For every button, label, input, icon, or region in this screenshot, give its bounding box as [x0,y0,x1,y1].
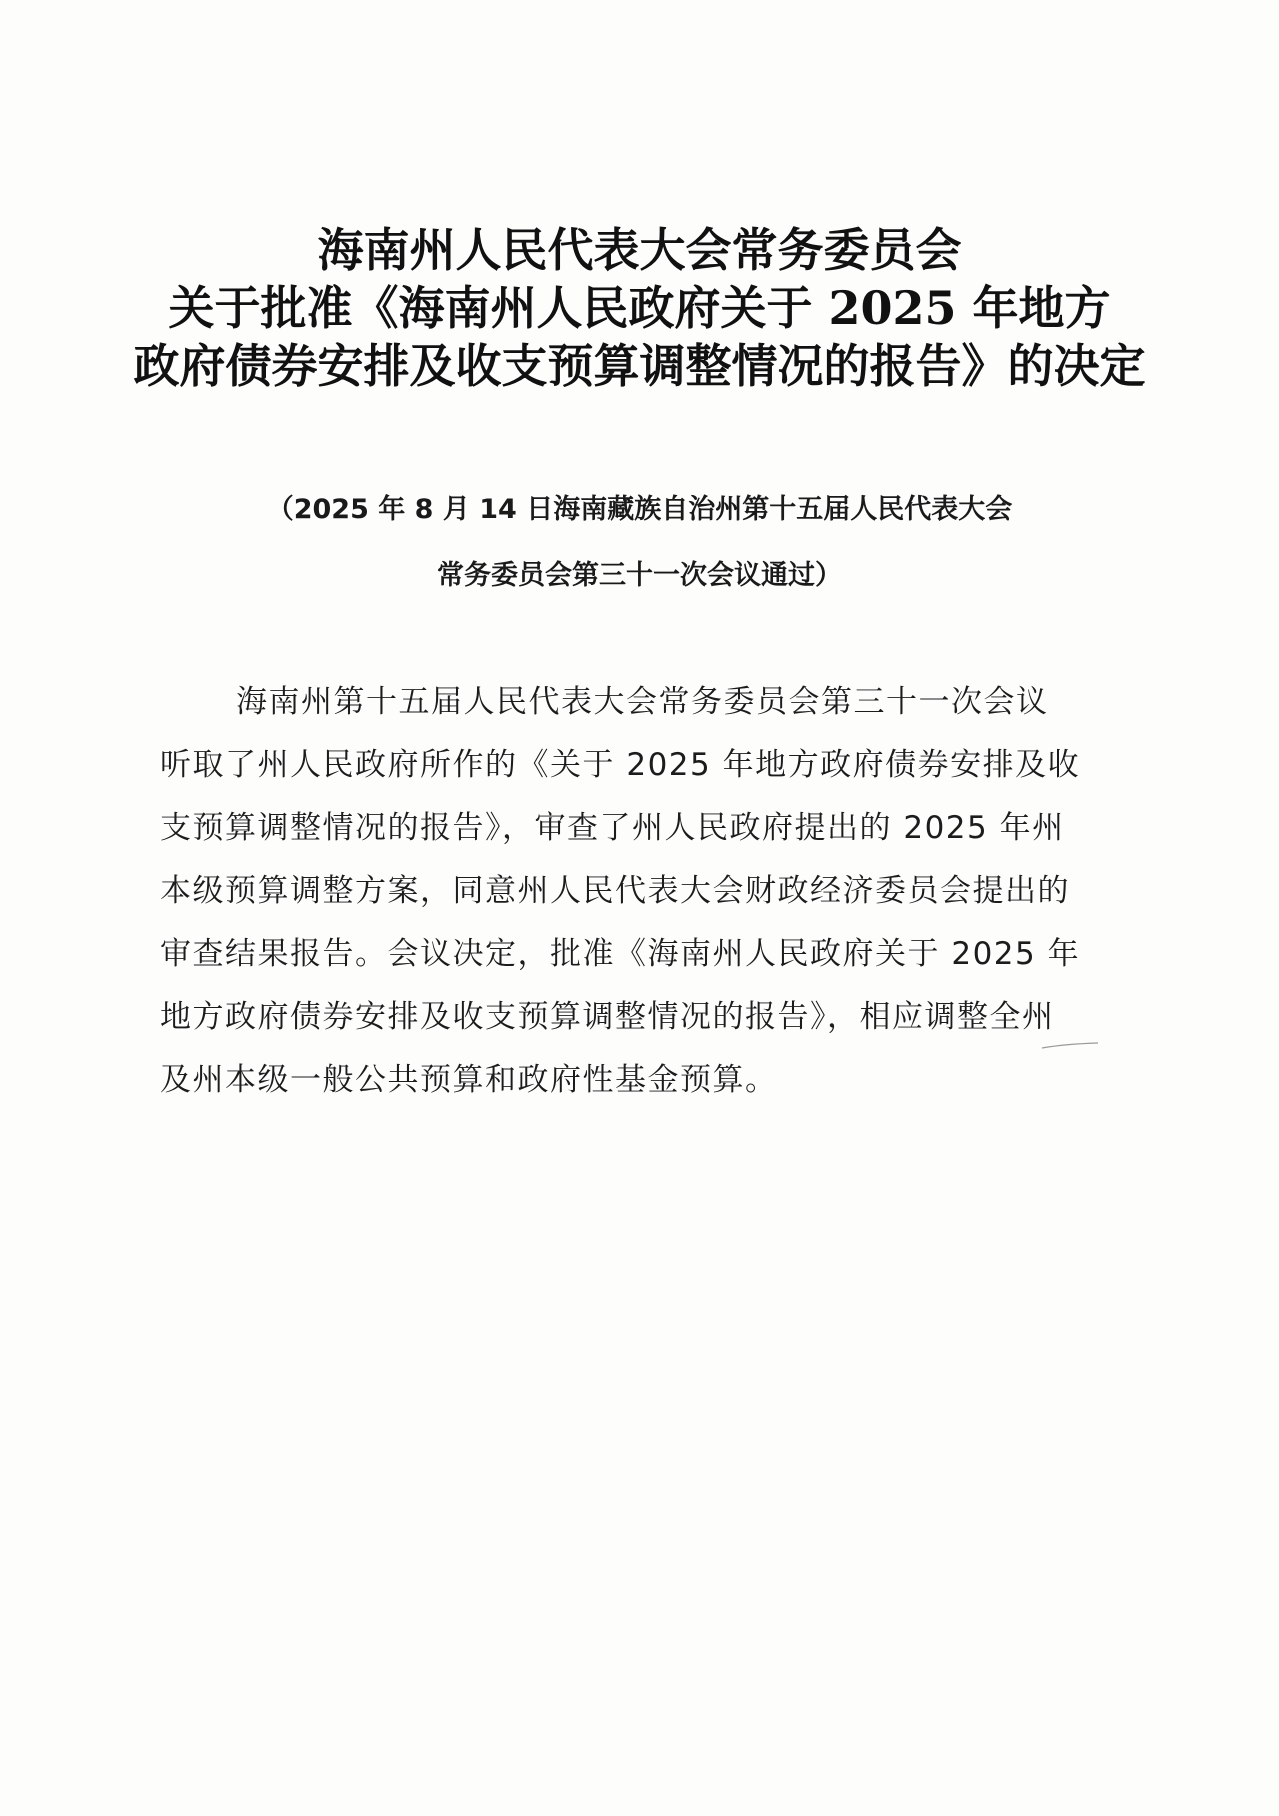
body-line-1: 海南州第十五届人民代表大会常务委员会第三十一次会议 [236,684,1049,720]
pen-mark [1040,1041,1100,1051]
body-line-2: 听取了州人民政府所作的《关于 2025 年地方政府债券安排及收 [160,747,1081,783]
document-title [0,222,1279,394]
adoption-note-line-2: 常务委员会第三十一次会议通过） [437,560,842,591]
body-line-7: 及州本级一般公共预算和政府性基金预算。 [160,1062,778,1098]
adoption-note [0,492,1279,594]
decision-body [160,684,1120,1125]
body-line-6: 地方政府债券安排及收支预算调整情况的报告》，相应调整全州 [160,999,1055,1035]
body-line-4: 本级预算调整方案，同意州人民代表大会财政经济委员会提出的 [160,873,1070,909]
title-line-2: 关于批准《海南州人民政府关于 2025 年地方 [168,281,1111,335]
title-line-3: 政府债券安排及收支预算调整情况的报告》的决定 [133,339,1146,393]
body-line-5: 审查结果报告。会议决定，批准《海南州人民政府关于 2025 年 [160,936,1081,972]
body-line-3: 支预算调整情况的报告》，审查了州人民政府提出的 2025 年州 [160,810,1065,846]
title-line-1: 海南州人民代表大会常务委员会 [317,223,962,277]
adoption-note-line-1: （2025 年 8 月 14 日海南藏族自治州第十五届人民代表大会 [266,494,1013,525]
